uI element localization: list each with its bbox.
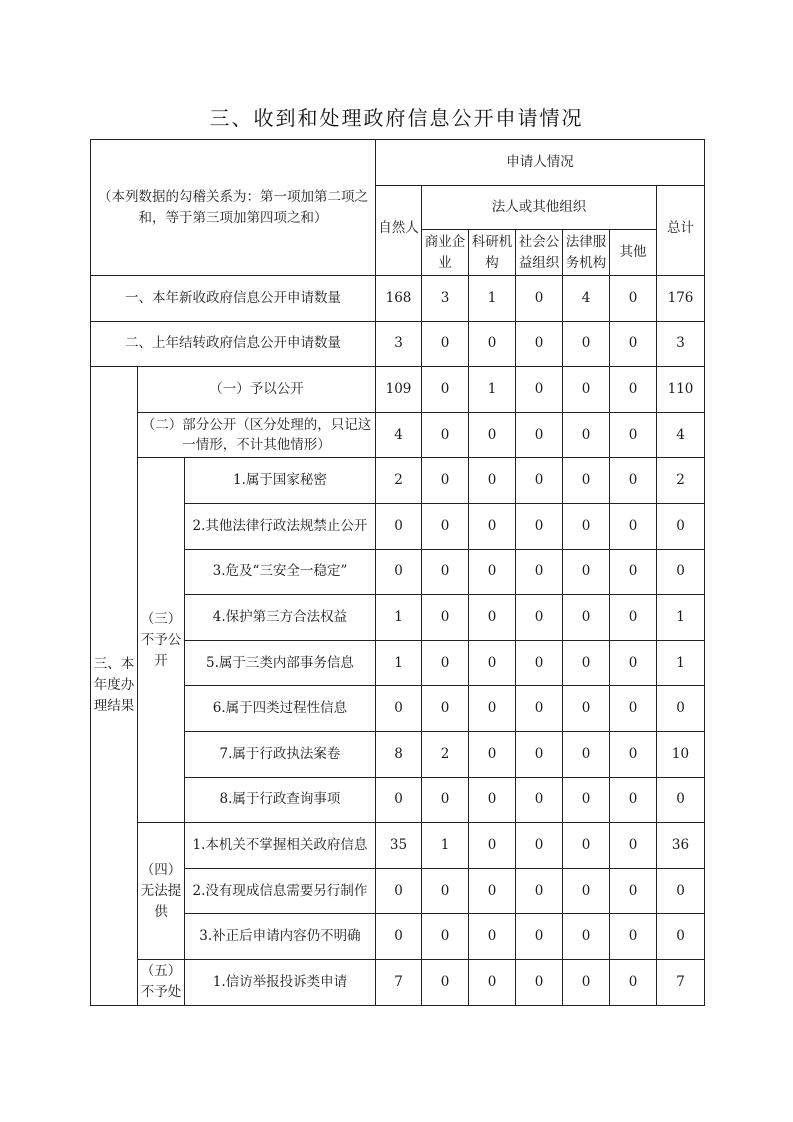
row-label: 二、上年结转政府信息公开申请数量 — [91, 321, 376, 367]
section-3-label: 三、本年度办理结果 — [91, 367, 138, 1005]
value-cell: 0 — [563, 367, 610, 413]
value-cell: 0 — [563, 595, 610, 641]
value-cell: 0 — [516, 640, 563, 686]
total-cell: 0 — [657, 868, 705, 914]
value-cell: 1 — [469, 367, 516, 413]
value-cell: 0 — [563, 412, 610, 458]
total-cell: 0 — [657, 914, 705, 960]
value-cell: 0 — [563, 549, 610, 595]
total-cell: 7 — [657, 959, 705, 1005]
statistics-table — [90, 139, 705, 1006]
value-cell: 0 — [469, 503, 516, 549]
value-cell: 0 — [469, 959, 516, 1005]
value-cell: 0 — [469, 595, 516, 641]
row-label: （一）予以公开 — [138, 367, 376, 413]
value-cell: 0 — [422, 503, 469, 549]
value-cell: 0 — [563, 686, 610, 732]
header-sub-column: 商业企业 — [422, 230, 469, 276]
value-cell: 3 — [376, 321, 422, 367]
value-cell: 0 — [516, 868, 563, 914]
value-cell: 0 — [516, 595, 563, 641]
table-row — [91, 367, 705, 413]
value-cell: 0 — [563, 321, 610, 367]
value-cell: 0 — [610, 640, 657, 686]
value-cell: 35 — [376, 823, 422, 869]
total-cell: 0 — [657, 777, 705, 823]
value-cell: 1 — [469, 276, 516, 322]
value-cell: 0 — [610, 503, 657, 549]
value-cell: 0 — [610, 731, 657, 777]
value-cell: 0 — [610, 276, 657, 322]
table-row — [91, 321, 705, 367]
value-cell: 4 — [563, 276, 610, 322]
value-cell: 0 — [516, 914, 563, 960]
value-cell: 0 — [563, 640, 610, 686]
value-cell: 0 — [610, 367, 657, 413]
header-note-text: （本列数据的勾稽关系为：第一项加第二项之和，等于第三项加第四项之和） — [98, 188, 368, 226]
value-cell: 109 — [376, 367, 422, 413]
row-label: 3.危及“三安全一稳定” — [185, 549, 376, 595]
value-cell: 0 — [516, 823, 563, 869]
value-cell: 4 — [376, 412, 422, 458]
value-cell: 2 — [422, 731, 469, 777]
header-note — [91, 140, 376, 276]
value-cell: 0 — [422, 367, 469, 413]
value-cell: 0 — [516, 367, 563, 413]
value-cell: 0 — [516, 777, 563, 823]
group-label: （五）不予处 — [138, 959, 185, 1005]
value-cell: 0 — [563, 823, 610, 869]
value-cell: 0 — [469, 823, 516, 869]
value-cell: 1 — [376, 595, 422, 641]
value-cell: 0 — [376, 686, 422, 732]
value-cell: 0 — [563, 503, 610, 549]
value-cell: 0 — [516, 959, 563, 1005]
value-cell: 2 — [376, 458, 422, 504]
header-sub-column: 其他 — [610, 230, 657, 276]
value-cell: 0 — [516, 412, 563, 458]
total-cell: 176 — [657, 276, 705, 322]
value-cell: 0 — [610, 549, 657, 595]
value-cell: 0 — [610, 914, 657, 960]
header-legal-person-group: 法人或其他组织 — [422, 186, 657, 230]
value-cell: 0 — [376, 777, 422, 823]
value-cell: 0 — [469, 640, 516, 686]
value-cell: 0 — [376, 549, 422, 595]
value-cell: 0 — [469, 914, 516, 960]
value-cell: 0 — [469, 549, 516, 595]
row-label: 6.属于四类过程性信息 — [185, 686, 376, 732]
value-cell: 0 — [422, 458, 469, 504]
value-cell: 0 — [422, 914, 469, 960]
value-cell: 0 — [563, 731, 610, 777]
value-cell: 0 — [422, 321, 469, 367]
value-cell: 0 — [516, 731, 563, 777]
total-cell: 0 — [657, 503, 705, 549]
page-title: 三、收到和处理政府信息公开申请情况 — [209, 106, 584, 130]
group-label: （三）不予公开 — [138, 458, 185, 823]
value-cell: 0 — [563, 458, 610, 504]
header-sub-column: 社会公益组织 — [516, 230, 563, 276]
total-cell: 0 — [657, 686, 705, 732]
total-cell: 110 — [657, 367, 705, 413]
value-cell: 0 — [422, 777, 469, 823]
header-sub-column: 法律服务机构 — [563, 230, 610, 276]
value-cell: 0 — [610, 412, 657, 458]
value-cell: 0 — [469, 412, 516, 458]
value-cell: 0 — [469, 321, 516, 367]
row-label: 1.信访举报投诉类申请 — [185, 959, 376, 1005]
total-cell: 36 — [657, 823, 705, 869]
row-label: 4.保护第三方合法权益 — [185, 595, 376, 641]
value-cell: 0 — [422, 959, 469, 1005]
value-cell: 0 — [610, 595, 657, 641]
total-cell: 1 — [657, 640, 705, 686]
value-cell: 0 — [469, 731, 516, 777]
value-cell: 0 — [469, 686, 516, 732]
value-cell: 0 — [563, 959, 610, 1005]
value-cell: 0 — [469, 777, 516, 823]
header-total: 总计 — [657, 186, 705, 276]
row-label: 1.本机关不掌握相关政府信息 — [185, 823, 376, 869]
value-cell: 0 — [376, 914, 422, 960]
value-cell: 0 — [376, 503, 422, 549]
row-label: 2.没有现成信息需要另行制作 — [185, 868, 376, 914]
value-cell: 0 — [563, 914, 610, 960]
value-cell: 8 — [376, 731, 422, 777]
value-cell: 0 — [422, 640, 469, 686]
value-cell: 168 — [376, 276, 422, 322]
value-cell: 0 — [422, 686, 469, 732]
value-cell: 0 — [422, 549, 469, 595]
table-row — [91, 276, 705, 322]
value-cell: 0 — [516, 503, 563, 549]
total-cell: 0 — [657, 549, 705, 595]
total-cell: 10 — [657, 731, 705, 777]
row-label: 7.属于行政执法案卷 — [185, 731, 376, 777]
total-cell: 2 — [657, 458, 705, 504]
value-cell: 0 — [516, 686, 563, 732]
total-cell: 4 — [657, 412, 705, 458]
value-cell: 0 — [422, 868, 469, 914]
row-label: （二）部分公开（区分处理的，只记这一情形，不计其他情形） — [138, 412, 376, 458]
value-cell: 0 — [516, 549, 563, 595]
header-natural-person: 自然人 — [376, 186, 422, 276]
value-cell: 0 — [610, 686, 657, 732]
value-cell: 1 — [422, 823, 469, 869]
value-cell: 0 — [610, 959, 657, 1005]
row-label: 3.补正后申请内容仍不明确 — [185, 914, 376, 960]
value-cell: 0 — [516, 321, 563, 367]
row-label: 1.属于国家秘密 — [185, 458, 376, 504]
value-cell: 1 — [376, 640, 422, 686]
table-row — [91, 959, 705, 1005]
value-cell: 0 — [610, 868, 657, 914]
row-label: 2.其他法律行政法规禁止公开 — [185, 503, 376, 549]
header-sub-column: 科研机构 — [469, 230, 516, 276]
value-cell: 3 — [422, 276, 469, 322]
value-cell: 0 — [610, 458, 657, 504]
value-cell: 0 — [563, 777, 610, 823]
value-cell: 7 — [376, 959, 422, 1005]
group-label: （四）无法提供 — [138, 823, 185, 960]
table-row — [91, 458, 705, 504]
row-label: 一、本年新收政府信息公开申请数量 — [91, 276, 376, 322]
header-applicant-situation: 申请人情况 — [376, 140, 705, 186]
table-row — [91, 412, 705, 458]
value-cell: 0 — [610, 823, 657, 869]
table-row — [91, 823, 705, 869]
row-label: 8.属于行政查询事项 — [185, 777, 376, 823]
value-cell: 0 — [516, 276, 563, 322]
total-cell: 1 — [657, 595, 705, 641]
value-cell: 0 — [422, 412, 469, 458]
value-cell: 0 — [469, 868, 516, 914]
value-cell: 0 — [563, 868, 610, 914]
value-cell: 0 — [610, 321, 657, 367]
value-cell: 0 — [610, 777, 657, 823]
value-cell: 0 — [469, 458, 516, 504]
total-cell: 3 — [657, 321, 705, 367]
value-cell: 0 — [422, 595, 469, 641]
row-label: 5.属于三类内部事务信息 — [185, 640, 376, 686]
value-cell: 0 — [516, 458, 563, 504]
value-cell: 0 — [376, 868, 422, 914]
